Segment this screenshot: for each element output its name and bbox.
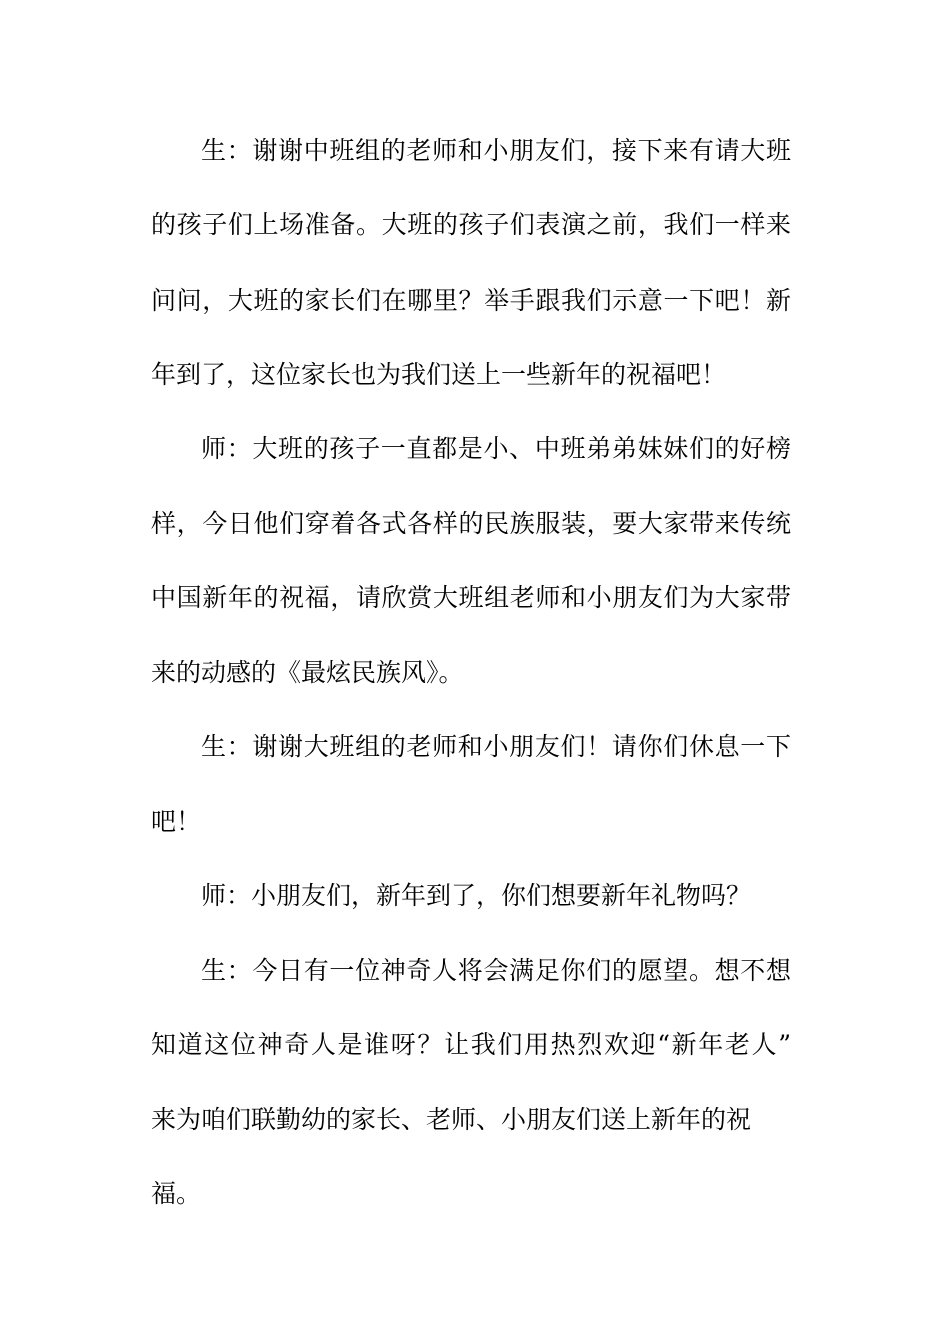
- text-line: 吧！: [151, 807, 202, 836]
- text-line: 生：谢谢中班组的老师和小朋友们，接下来有请大班: [201, 136, 791, 165]
- text-line: 问问，大班的家长们在哪里？举手跟我们示意一下吧！新: [151, 286, 791, 315]
- text-line: 福。: [151, 1179, 202, 1208]
- text-line: 中国新年的祝福，请欣赏大班组老师和小朋友们为大家带: [151, 583, 791, 612]
- text-line: 师：小朋友们，新年到了，你们想要新年礼物吗？: [201, 881, 752, 910]
- text-line: 的孩子们上场准备。大班的孩子们表演之前，我们一样来: [151, 210, 791, 239]
- text-line: 知道这位神奇人是谁呀？让我们用热烈欢迎“新年老人”: [151, 1030, 791, 1059]
- text-line: 来的动感的《最炫民族风》。: [151, 658, 464, 687]
- text-line: 样，今日他们穿着各式各样的民族服装，要大家带来传统: [151, 509, 791, 538]
- text-line: 来为咱们联勤幼的家长、老师、小朋友们送上新年的祝: [151, 1105, 752, 1134]
- text-line: 年到了，这位家长也为我们送上一些新年的祝福吧！: [151, 360, 727, 389]
- text-line: 生：今日有一位神奇人将会满足你们的愿望。想不想: [201, 956, 791, 985]
- text-line: 师：大班的孩子一直都是小、中班弟弟妹妹们的好榜: [201, 434, 791, 463]
- text-line: 生：谢谢大班组的老师和小朋友们！请你们休息一下: [201, 732, 791, 761]
